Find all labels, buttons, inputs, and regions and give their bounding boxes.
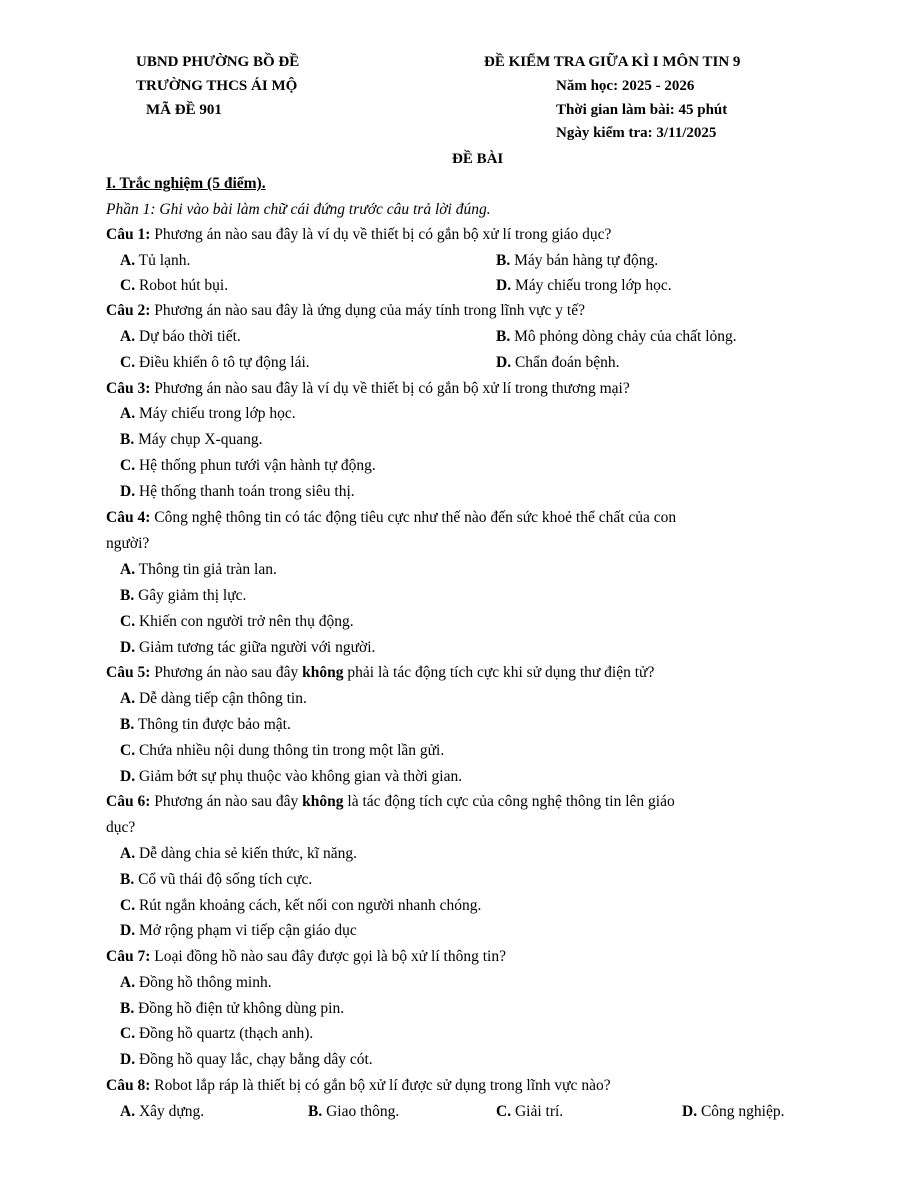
option-key: D. bbox=[120, 768, 136, 785]
question-label: Câu 8: bbox=[106, 1077, 151, 1094]
option-text: Xây dựng. bbox=[135, 1103, 205, 1120]
option-text: Rút ngắn khoảng cách, kết nối con người nhanh chóng. bbox=[135, 897, 482, 914]
option-key: C. bbox=[496, 1103, 512, 1120]
question-4 bbox=[106, 508, 676, 528]
ward-name: UBND PHƯỜNG BỒ ĐỀ bbox=[136, 54, 300, 70]
option-6b bbox=[120, 870, 312, 890]
option-text: Chứa nhiều nội dung thông tin trong một lần gửi. bbox=[135, 742, 445, 759]
question-text: Loại đồng hồ nào sau đây được gọi là bộ xử lí thông tin? bbox=[150, 948, 506, 965]
school-name: TRƯỜNG THCS ÁI MỘ bbox=[136, 78, 298, 94]
option-1d bbox=[496, 276, 672, 296]
option-key: B. bbox=[496, 252, 511, 269]
page-title: ĐỀ BÀI bbox=[452, 151, 504, 167]
option-text: Giải trí. bbox=[511, 1103, 564, 1120]
option-1b bbox=[496, 251, 658, 271]
option-key: A. bbox=[120, 690, 136, 707]
option-text: Mở rộng phạm vi tiếp cận giáo dục bbox=[135, 922, 357, 939]
option-7b bbox=[120, 999, 344, 1019]
option-key: C. bbox=[120, 354, 136, 371]
question-3 bbox=[106, 379, 630, 399]
exam-code: MÃ ĐỀ 901 bbox=[146, 102, 222, 118]
question-text-end: phải là tác động tích cực khi sử dụng thư điện tử? bbox=[343, 664, 655, 681]
option-text: Cổ vũ thái độ sống tích cực. bbox=[134, 871, 313, 888]
option-key: D. bbox=[682, 1103, 698, 1120]
option-8c bbox=[496, 1102, 563, 1122]
question-label: Câu 2: bbox=[106, 302, 151, 319]
option-7a bbox=[120, 973, 272, 993]
option-text: Chẩn đoán bệnh. bbox=[511, 354, 620, 371]
question-label: Câu 3: bbox=[106, 380, 151, 397]
option-key: B. bbox=[120, 716, 135, 733]
option-8d bbox=[682, 1102, 784, 1122]
option-6a bbox=[120, 844, 357, 864]
section-title: I. Trắc nghiệm (5 điểm). bbox=[106, 175, 266, 192]
option-key: A. bbox=[120, 974, 136, 991]
question-6-continued: dục? bbox=[106, 819, 136, 836]
option-key: A. bbox=[120, 328, 136, 345]
option-3c bbox=[120, 456, 376, 476]
option-4c bbox=[120, 612, 354, 632]
question-8 bbox=[106, 1076, 611, 1096]
question-label: Câu 4: bbox=[106, 509, 151, 526]
option-text: Đồng hồ thông minh. bbox=[135, 974, 272, 991]
option-text: Tủ lạnh. bbox=[135, 252, 191, 269]
option-text: Gây giảm thị lực. bbox=[134, 587, 247, 604]
question-text: Phương án nào sau đây bbox=[150, 664, 303, 681]
question-label: Câu 5: bbox=[106, 664, 151, 681]
option-2b bbox=[496, 327, 737, 347]
option-7c bbox=[120, 1024, 313, 1044]
question-text: Phương án nào sau đây bbox=[150, 793, 303, 810]
option-key: D. bbox=[120, 483, 136, 500]
option-text: Thông tin được bảo mật. bbox=[134, 716, 291, 733]
option-key: B. bbox=[120, 431, 135, 448]
option-key: C. bbox=[120, 277, 136, 294]
option-text: Điều khiển ô tô tự động lái. bbox=[135, 354, 310, 371]
option-key: C. bbox=[120, 613, 136, 630]
option-5c bbox=[120, 741, 444, 761]
option-text: Dễ dàng chia sẻ kiến thức, kĩ năng. bbox=[135, 845, 357, 862]
option-5d bbox=[120, 767, 462, 787]
option-text: Đồng hồ quay lắc, chạy bằng dây cót. bbox=[135, 1051, 373, 1068]
option-1a bbox=[120, 251, 190, 271]
option-key: C. bbox=[120, 1025, 136, 1042]
option-7d bbox=[120, 1050, 373, 1070]
option-key: B. bbox=[496, 328, 511, 345]
option-text: Đồng hồ điện tử không dùng pin. bbox=[134, 1000, 345, 1017]
option-2c bbox=[120, 353, 310, 373]
school-year: Năm học: 2025 - 2026 bbox=[556, 78, 695, 94]
question-7 bbox=[106, 947, 506, 967]
exam-duration: Thời gian làm bài: 45 phút bbox=[556, 102, 728, 118]
question-5 bbox=[106, 663, 654, 683]
option-key: C. bbox=[120, 457, 136, 474]
option-text: Giảm bớt sự phụ thuộc vào không gian và thời gian. bbox=[135, 768, 463, 785]
option-4d bbox=[120, 638, 375, 658]
option-text: Hệ thống phun tưới vận hành tự động. bbox=[135, 457, 376, 474]
question-text-end: là tác động tích cực của công nghệ thông tin lên giáo bbox=[343, 793, 675, 810]
emphasis-not: không bbox=[302, 793, 344, 810]
question-label: Câu 7: bbox=[106, 948, 151, 965]
option-key: A. bbox=[120, 845, 136, 862]
option-text: Hệ thống thanh toán trong siêu thị. bbox=[135, 483, 355, 500]
option-text: Dự báo thời tiết. bbox=[135, 328, 241, 345]
option-8a bbox=[120, 1102, 204, 1122]
option-text: Máy bán hàng tự động. bbox=[510, 252, 659, 269]
option-key: B. bbox=[120, 871, 135, 888]
question-text: Công nghệ thông tin có tác động tiêu cực như thế nào đến sức khoẻ thể chất của con bbox=[150, 509, 677, 526]
option-key: D. bbox=[496, 277, 512, 294]
option-text: Công nghiệp. bbox=[697, 1103, 785, 1120]
option-1c bbox=[120, 276, 228, 296]
question-text: Robot lắp ráp là thiết bị có gắn bộ xử lí được sử dụng trong lĩnh vực nào? bbox=[150, 1077, 611, 1094]
option-text: Máy chụp X-quang. bbox=[134, 431, 263, 448]
question-1 bbox=[106, 225, 611, 245]
question-text: Phương án nào sau đây là ví dụ về thiết bị có gắn bộ xử lí trong giáo dục? bbox=[150, 226, 612, 243]
emphasis-not: không bbox=[302, 664, 344, 681]
question-6 bbox=[106, 792, 675, 812]
option-text: Giao thông. bbox=[322, 1103, 400, 1120]
option-5a bbox=[120, 689, 307, 709]
instruction: Phần 1: Ghi vào bài làm chữ cái đứng trước câu trả lời đúng. bbox=[106, 201, 491, 218]
option-key: A. bbox=[120, 561, 136, 578]
question-label: Câu 1: bbox=[106, 226, 151, 243]
option-2a bbox=[120, 327, 241, 347]
option-key: B. bbox=[120, 587, 135, 604]
option-text: Khiến con người trở nên thụ động. bbox=[135, 613, 354, 630]
option-key: A. bbox=[120, 252, 136, 269]
option-3b bbox=[120, 430, 263, 450]
option-3a bbox=[120, 404, 296, 424]
option-text: Giảm tương tác giữa người với người. bbox=[135, 639, 376, 656]
exam-date: Ngày kiểm tra: 3/11/2025 bbox=[556, 125, 717, 141]
option-3d bbox=[120, 482, 355, 502]
option-key: C. bbox=[120, 742, 136, 759]
exam-title: ĐỀ KIỂM TRA GIỮA KÌ I MÔN TIN 9 bbox=[484, 54, 741, 70]
option-text: Mô phỏng dòng chảy của chất lỏng. bbox=[510, 328, 737, 345]
option-6d bbox=[120, 921, 357, 941]
question-text: Phương án nào sau đây là ứng dụng của máy tính trong lĩnh vực y tế? bbox=[150, 302, 585, 319]
option-key: D. bbox=[120, 1051, 136, 1068]
option-key: A. bbox=[120, 405, 136, 422]
option-text: Thông tin giả tràn lan. bbox=[135, 561, 277, 578]
option-key: D. bbox=[496, 354, 512, 371]
question-label: Câu 6: bbox=[106, 793, 151, 810]
option-6c bbox=[120, 896, 481, 916]
option-text: Đồng hồ quartz (thạch anh). bbox=[135, 1025, 314, 1042]
question-text: Phương án nào sau đây là ví dụ về thiết bị có gắn bộ xử lí trong thương mại? bbox=[150, 380, 630, 397]
option-key: B. bbox=[120, 1000, 135, 1017]
option-key: A. bbox=[120, 1103, 136, 1120]
question-2 bbox=[106, 301, 585, 321]
option-text: Dễ dàng tiếp cận thông tin. bbox=[135, 690, 307, 707]
option-4a bbox=[120, 560, 277, 580]
option-text: Máy chiếu trong lớp học. bbox=[135, 405, 296, 422]
question-4-continued: người? bbox=[106, 535, 150, 552]
option-2d bbox=[496, 353, 620, 373]
option-key: B. bbox=[308, 1103, 323, 1120]
option-text: Robot hút bụi. bbox=[135, 277, 229, 294]
option-5b bbox=[120, 715, 291, 735]
option-8b bbox=[308, 1102, 399, 1122]
option-key: D. bbox=[120, 639, 136, 656]
option-key: D. bbox=[120, 922, 136, 939]
option-4b bbox=[120, 586, 246, 606]
option-text: Máy chiếu trong lớp học. bbox=[511, 277, 672, 294]
option-key: C. bbox=[120, 897, 136, 914]
